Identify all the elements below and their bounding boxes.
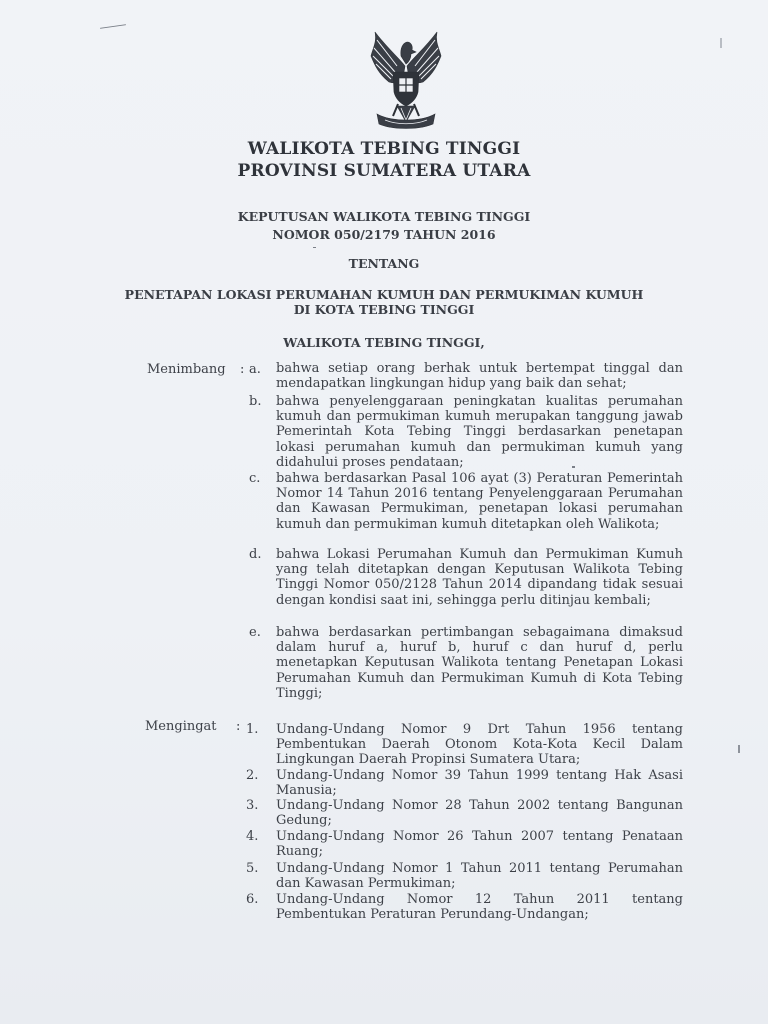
- scan-speck: [738, 745, 740, 753]
- mengingat-marker-6: 6.: [246, 892, 259, 907]
- menimbang-marker-b: b.: [249, 394, 262, 409]
- decree-number: NOMOR 050/2179 TAHUN 2016: [272, 227, 496, 242]
- mengingat-colon: :: [236, 719, 241, 734]
- menimbang-item-a: bahwa setiap orang berhak untuk bertempat tinggal dan mendapatkan lingkungan hidup yang baik dan sehat;: [276, 361, 683, 391]
- mengingat-marker-2: 2.: [246, 768, 259, 783]
- menimbang-marker-a: a.: [249, 362, 261, 377]
- menimbang-item-d: bahwa Lokasi Perumahan Kumuh dan Permukiman Kumuh yang telah ditetapkan dengan Keputusan Walikota Tebing Tinggi Nomor 050/2128 Tahun 2014 dipandang tidak sesuai dengan kondisi saat ini, sehingga perlu ditinjau kembali;: [276, 547, 683, 608]
- scan-speck: [572, 466, 575, 468]
- mengingat-item-3: Undang-Undang Nomor 28 Tahun 2002 tentang Bangunan Gedung;: [276, 798, 683, 829]
- menimbang-item-e: bahwa berdasarkan pertimbangan sebagaimana dimaksud dalam huruf a, huruf b, huruf c dan huruf d, perlu menetapkan Keputusan Walikota tentang Penetapan Lokasi Perumahan Kumuh dan Permukiman Kumuh di Kota Tebing Tinggi;: [276, 625, 683, 701]
- decree-subject-line2: DI KOTA TEBING TINGGI: [293, 302, 475, 317]
- menimbang-label: Menimbang: [147, 362, 226, 377]
- scan-speck: [720, 38, 722, 48]
- mengingat-marker-3: 3.: [246, 798, 259, 813]
- decree-tentang: TENTANG: [348, 256, 420, 271]
- decree-title: KEPUTUSAN WALIKOTA TEBING TINGGI: [237, 209, 531, 224]
- mengingat-item-5: Undang-Undang Nomor 1 Tahun 2011 tentang Perumahan dan Kawasan Permukiman;: [276, 861, 683, 892]
- decree-issuer: WALIKOTA TEBING TINGGI,: [283, 335, 485, 350]
- menimbang-marker-e: e.: [249, 625, 261, 640]
- menimbang-marker-c: c.: [249, 471, 261, 486]
- mengingat-item-1: Undang-Undang Nomor 9 Drt Tahun 1956 tentang Pembentukan Daerah Otonom Kota-Kota Kecil Dalam Lingkungan Daerah Propinsi Sumatera Utara;: [276, 722, 683, 768]
- mengingat-label: Mengingat: [145, 719, 217, 734]
- mengingat-marker-1: 1.: [246, 722, 259, 737]
- menimbang-colon: :: [240, 362, 245, 377]
- menimbang-item-c: bahwa berdasarkan Pasal 106 ayat (3) Peraturan Pemerintah Nomor 14 Tahun 2016 tentang Penyelenggaraan Perumahan dan Kawasan Permukiman, penetapan lokasi perumahan kumuh dan permukiman kumuh ditetapkan oleh Walikota;: [276, 471, 683, 532]
- mengingat-marker-5: 5.: [246, 861, 259, 876]
- header-line1: WALIKOTA TEBING TINGGI: [247, 139, 521, 159]
- scan-speck: [313, 247, 316, 248]
- mengingat-item-2: Undang-Undang Nomor 39 Tahun 1999 tentang Hak Asasi Manusia;: [276, 768, 683, 799]
- mengingat-marker-4: 4.: [246, 829, 259, 844]
- garuda-emblem-icon: [367, 26, 445, 132]
- header-line2: PROVINSI SUMATERA UTARA: [237, 161, 531, 181]
- mengingat-item-4: Undang-Undang Nomor 26 Tahun 2007 tentang Penataan Ruang;: [276, 829, 683, 860]
- decree-subject-line1: PENETAPAN LOKASI PERUMAHAN KUMUH DAN PERMUKIMAN KUMUH: [124, 287, 644, 302]
- mengingat-item-6: Undang-Undang Nomor 12 Tahun 2011 tentang Pembentukan Peraturan Perundang-Undangan;: [276, 892, 683, 923]
- scan-speck: [100, 24, 126, 29]
- menimbang-item-b: bahwa penyelenggaraan peningkatan kualitas perumahan kumuh dan permukiman kumuh merupakan tanggung jawab Pemerintah Kota Tebing Tinggi berdasarkan penetapan lokasi perumahan kumuh dan permukiman kumuh yang didahului proses pendataan;: [276, 394, 683, 470]
- menimbang-marker-d: d.: [249, 547, 262, 562]
